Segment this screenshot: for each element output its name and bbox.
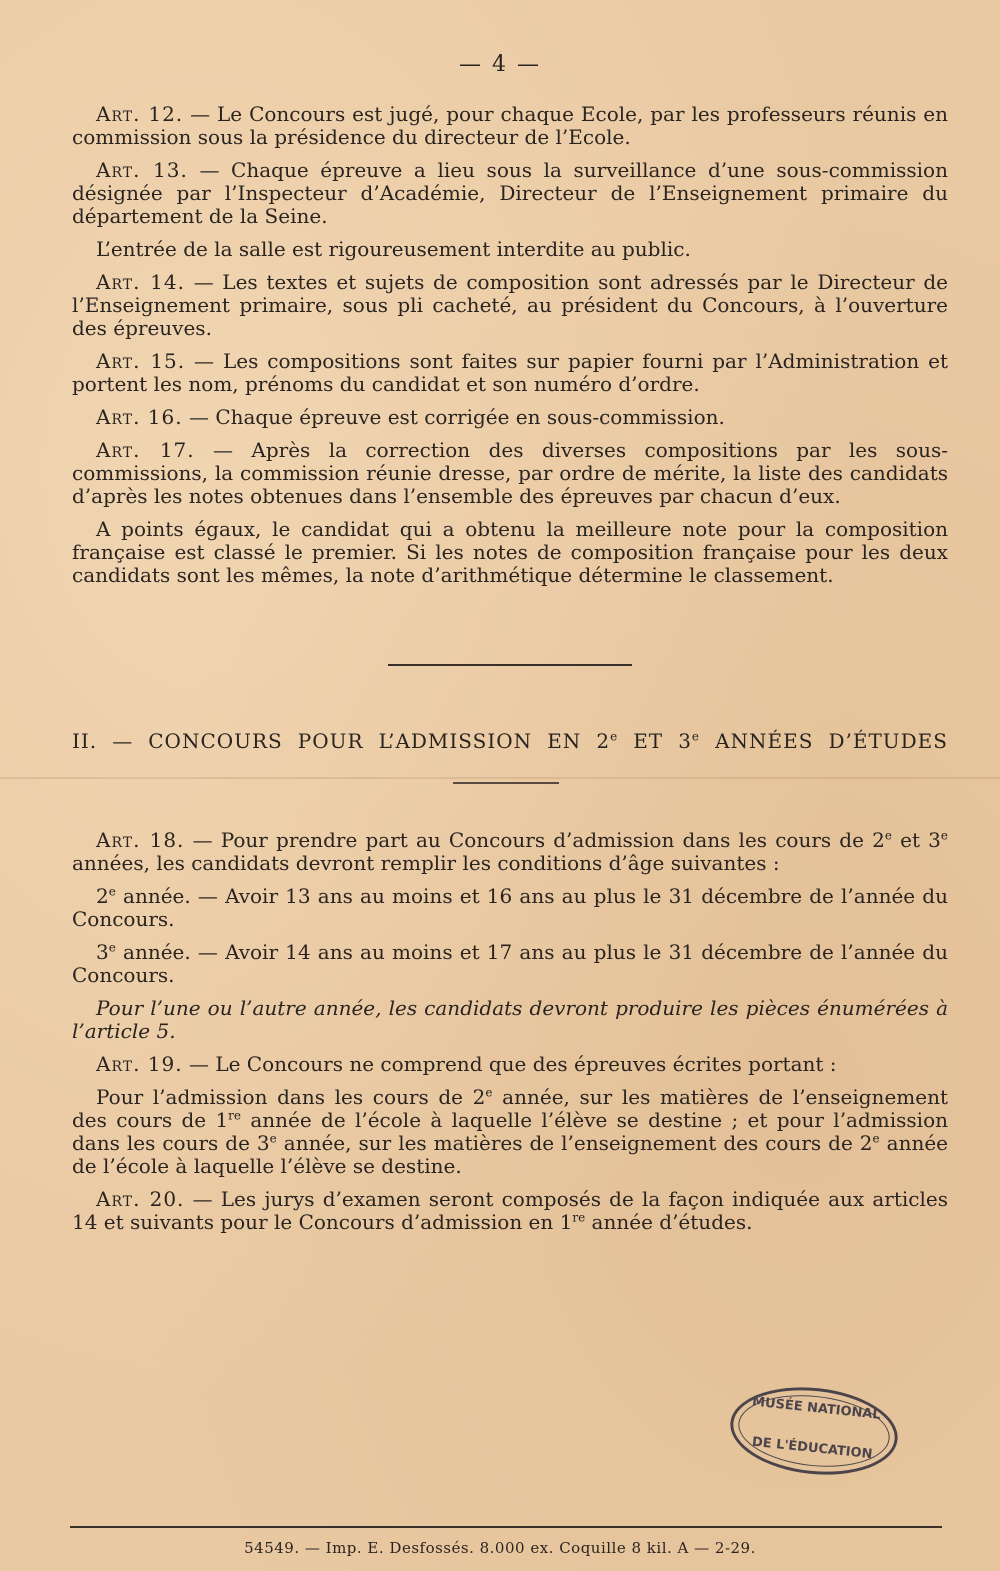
article-text: — Chaque épreuve est corrigée en sous-commission. xyxy=(182,405,725,429)
superscript: e xyxy=(872,1131,880,1146)
page-number: — 4 — xyxy=(459,52,541,77)
article-14 xyxy=(72,271,948,340)
article-20 xyxy=(72,1188,948,1234)
superscript: e xyxy=(108,884,116,899)
article-12 xyxy=(72,103,948,149)
article-17 xyxy=(72,439,948,508)
superscript: e xyxy=(108,940,116,955)
section-heading-part: II. — CONCOURS POUR L’ADMISSION EN 2 xyxy=(72,729,611,753)
article-label: Art. 13. xyxy=(96,158,188,182)
article-text: — Les compositions sont faites sur papier fourni par l’Administration et portent les nom, prénoms du candidat et son numéro d’ordre. xyxy=(72,349,948,396)
paragraph-text: année, sur les matières de l’enseignement des cours de 1 xyxy=(72,1085,948,1132)
section-admission-rules xyxy=(72,103,948,597)
stamp-text-top: MUSÉE NATIONAL xyxy=(751,1394,882,1423)
article-text: — Après la correction des diverses compositions par les sous-commissions, la commission réunie dresse, par ordre de mérite, la liste des candidats d’après les notes obtenues dans l’ensemble des épreuves par chacun d’eux. xyxy=(72,438,948,508)
article-label: Art. 12. xyxy=(96,102,184,126)
article-13 xyxy=(72,159,948,228)
section-heading-part: ET 3 xyxy=(618,729,692,753)
article-text: — Le Concours est jugé, pour chaque Ecole, par les professeurs réunis en commission sous la présidence du directeur de l’Ecole. xyxy=(72,102,948,149)
article-label: Art. 14. xyxy=(96,270,185,294)
article-text: — Les jurys d’examen seront composés de la façon indiquée aux articles 14 et suivants pour le Concours d’admission en 1 xyxy=(72,1187,948,1234)
article-label: Art. 16. xyxy=(96,405,183,429)
article-text: — Le Concours ne comprend que des épreuves écrites portant : xyxy=(182,1052,837,1076)
article-15 xyxy=(72,350,948,396)
year-number: 3 xyxy=(96,940,109,964)
condition-text: année. — Avoir 14 ans au moins et 17 ans au plus le 31 décembre de l’année du Concours. xyxy=(72,940,948,987)
footer-rule xyxy=(70,1526,942,1528)
superscript: e xyxy=(485,1085,493,1100)
paragraph-documents: Pour l’une ou l’autre année, les candidats devront produire les pièces énumérées à l’article 5. xyxy=(72,996,948,1043)
article-19 xyxy=(72,1053,948,1076)
year-number: 2 xyxy=(96,884,109,908)
article-text: — Les textes et sujets de composition sont adressés par le Directeur de l’Enseignement primaire, sous pli cacheté, au président du Concours, à l’ouverture des épreuves. xyxy=(72,270,948,340)
paragraph-text: année, sur les matières de l’enseignement des cours de 2 xyxy=(276,1131,873,1155)
stamp-text-bottom: DE L'ÉDUCATION xyxy=(751,1434,874,1463)
article-text: — Chaque épreuve a lieu sous la surveillance d’une sous-commission désignée par l’Inspecteur d’Académie, Directeur de l’Enseignement primaire du département de la Seine. xyxy=(72,158,948,228)
printer-imprint: 54549. — Imp. E. Desfossés. 8.000 ex. Coquille 8 kil. A — 2-29. xyxy=(244,1539,756,1557)
article-text: — Pour prendre part au Concours d’admission dans les cours de 2 xyxy=(184,828,885,852)
paragraph-text: Pour l’admission dans les cours de 2 xyxy=(96,1085,486,1109)
superscript: re xyxy=(228,1108,242,1123)
condition-3rd-year xyxy=(72,941,948,987)
article-text: années, les candidats devront remplir les conditions d’âge suivantes : xyxy=(72,851,780,875)
condition-text: année. — Avoir 13 ans au moins et 16 ans au plus le 31 décembre de l’année du Concours. xyxy=(72,884,948,931)
section-heading xyxy=(72,729,948,753)
article-label: Art. 19. xyxy=(96,1052,183,1076)
superscript: e xyxy=(691,729,701,744)
superscript: e xyxy=(940,828,948,843)
paragraph-public-entry: L’entrée de la salle est rigoureusement interdite au public. xyxy=(96,237,691,261)
section-divider xyxy=(388,664,632,666)
section-second-third-year xyxy=(72,829,948,1244)
heading-underline xyxy=(453,782,559,784)
article-text: année d’études. xyxy=(585,1210,753,1234)
article-label: Art. 18. xyxy=(96,828,185,852)
article-label: Art. 15. xyxy=(96,349,186,373)
superscript: re xyxy=(572,1210,586,1225)
article-text: et 3 xyxy=(891,828,941,852)
paragraph-text: année de l’école à laquelle l’élève se destine. xyxy=(72,1131,949,1178)
condition-2nd-year xyxy=(72,885,948,931)
article-label: Art. 17. xyxy=(96,438,195,462)
article-16 xyxy=(72,406,948,429)
paper-fold xyxy=(0,777,1000,779)
section-heading-part: ANNÉES D’ÉTUDES xyxy=(700,729,948,753)
superscript: e xyxy=(269,1131,277,1146)
article-label: Art. 20. xyxy=(96,1187,185,1211)
superscript: e xyxy=(884,828,892,843)
article-18 xyxy=(72,829,948,875)
paragraph-subjects xyxy=(72,1086,948,1178)
paragraph-tie-break: A points égaux, le candidat qui a obtenu la meilleure note pour la composition française est classé le premier. Si les notes de composition française pour les deux candidats sont les mêmes, la note d’arithmétique détermine le classement. xyxy=(72,517,948,587)
superscript: e xyxy=(610,729,619,744)
museum-stamp xyxy=(726,1379,902,1482)
paragraph-text: année de l’école à laquelle l’élève se destine ; et pour l’admission dans les cours de 3 xyxy=(72,1108,948,1155)
